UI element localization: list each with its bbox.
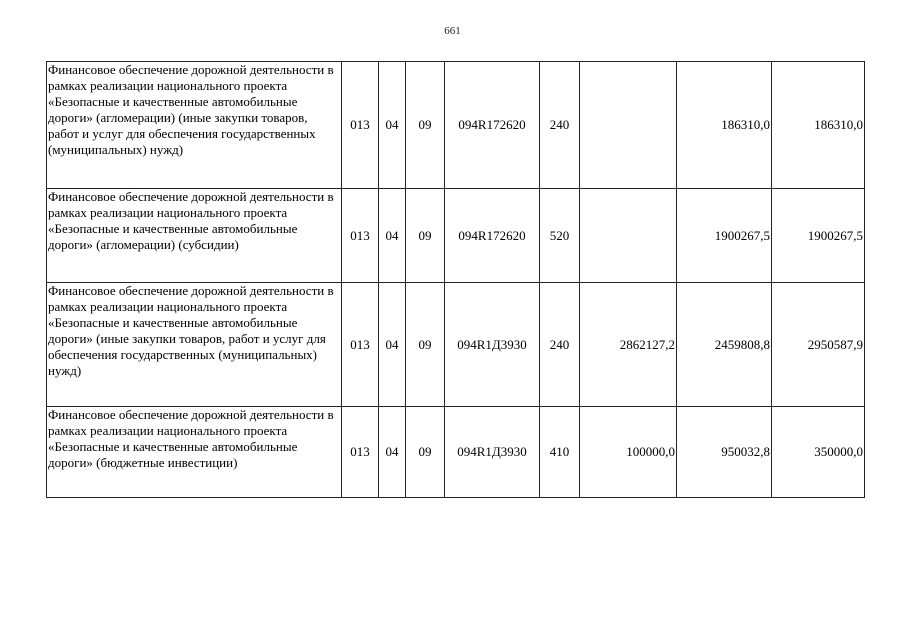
cell-csr: 094R1Д3930 — [445, 283, 540, 407]
cell-rz: 04 — [379, 62, 406, 189]
table-row — [47, 189, 865, 283]
cell-pr: 09 — [406, 407, 445, 498]
cell-sum-2: 2459808,8 — [677, 283, 772, 407]
cell-sum-3: 350000,0 — [772, 407, 865, 498]
cell-ved: 013 — [342, 407, 379, 498]
page-number: 661 — [444, 25, 461, 37]
cell-ved: 013 — [342, 283, 379, 407]
cell-sum-3: 186310,0 — [772, 62, 865, 189]
table-row — [47, 283, 865, 407]
cell-vr: 240 — [540, 62, 580, 189]
cell-sum-1: 100000,0 — [580, 407, 677, 498]
cell-sum-2: 950032,8 — [677, 407, 772, 498]
cell-sum-3: 1900267,5 — [772, 189, 865, 283]
cell-csr: 094R172620 — [445, 62, 540, 189]
cell-description: Финансовое обеспечение дорожной деятельности в рамках реализации национального проекта «Безопасные и качественные автомобильные дороги» (бюджетные инвестиции) — [47, 407, 342, 498]
cell-rz: 04 — [379, 407, 406, 498]
cell-sum-1: 2862127,2 — [580, 283, 677, 407]
cell-vr: 240 — [540, 283, 580, 407]
cell-ved: 013 — [342, 189, 379, 283]
cell-pr: 09 — [406, 189, 445, 283]
cell-description: Финансовое обеспечение дорожной деятельности в рамках реализации национального проекта «Безопасные и качественные автомобильные дороги» (агломерации) (иные закупки товаров, работ и услуг для обеспечения государственных (муниципальных) нужд) — [47, 62, 342, 189]
cell-sum-1 — [580, 62, 677, 189]
table-row — [47, 62, 865, 189]
cell-ved: 013 — [342, 62, 379, 189]
cell-sum-2: 186310,0 — [677, 62, 772, 189]
cell-vr: 410 — [540, 407, 580, 498]
cell-sum-2: 1900267,5 — [677, 189, 772, 283]
cell-rz: 04 — [379, 189, 406, 283]
cell-description: Финансовое обеспечение дорожной деятельности в рамках реализации национального проекта «Безопасные и качественные автомобильные дороги» (иные закупки товаров, работ и услуг для обеспечения государственных (муниципальных) нужд) — [47, 283, 342, 407]
cell-sum-1 — [580, 189, 677, 283]
cell-pr: 09 — [406, 283, 445, 407]
table-row — [47, 407, 865, 498]
cell-csr: 094R1Д3930 — [445, 407, 540, 498]
cell-rz: 04 — [379, 283, 406, 407]
budget-table — [46, 61, 865, 498]
cell-csr: 094R172620 — [445, 189, 540, 283]
cell-pr: 09 — [406, 62, 445, 189]
cell-vr: 520 — [540, 189, 580, 283]
cell-sum-3: 2950587,9 — [772, 283, 865, 407]
cell-description: Финансовое обеспечение дорожной деятельности в рамках реализации национального проекта «Безопасные и качественные автомобильные дороги» (агломерации) (субсидии) — [47, 189, 342, 283]
